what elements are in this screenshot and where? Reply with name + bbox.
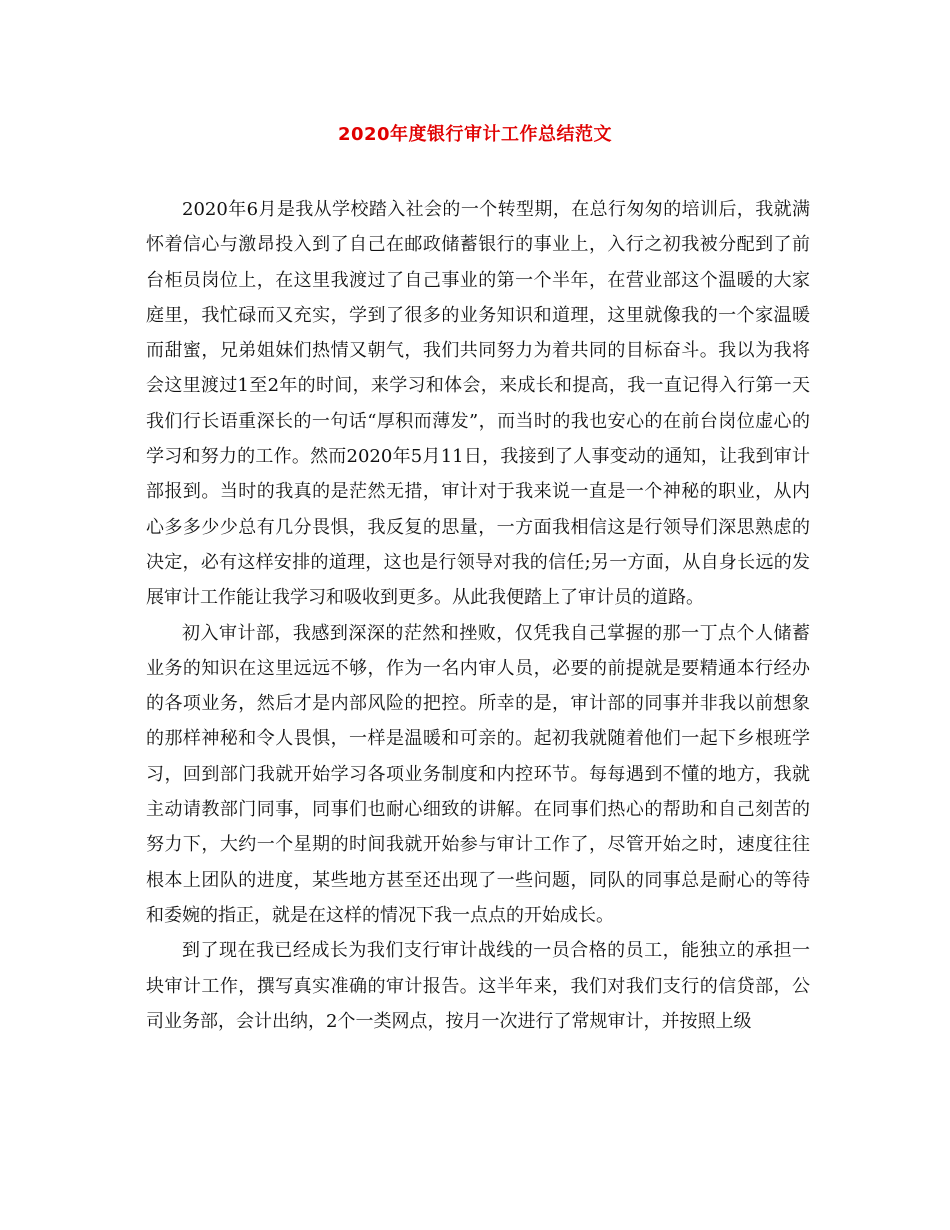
paragraph: 2020年6月是我从学校踏入社会的一个转型期，在总行匆匆的培训后，我就满怀着信心与激昂投入到了自己在邮政储蓄银行的事业上，入行之初我被分配到了前台柜员岗位上，在这里我渡过了自己事业的第一个半年，在营业部这个温暖的大家庭里，我忙碌而又充实，学到了很多的业务知识和道理，这里就像我的一个家温暖而甜蜜，兄弟姐妹们热情又朝气，我们共同努力为着共同的目标奋斗。我以为我将会这里渡过1至2年的时间，来学习和体会，来成长和提高，我一直记得入行第一天我们行长语重深长的一句话“厚积而薄发”，而当时的我也安心的在前台岗位虚心的学习和努力的工作。然而2020年5月11日，我接到了人事变动的通知，让我到审计部报到。当时的我真的是茫然无措，审计对于我来说一直是一个神秘的职业，从内心多多少少总有几分畏惧，我反复的思量，一方面我相信这是行领导们深思熟虑的决定，必有这样安排的道理，这也是行领导对我的信任;另一方面，从自身长远的发展审计工作能让我学习和吸收到更多。从此我便踏上了审计员的道路。 [146,199,810,609]
document-body [146,192,810,1039]
paragraph: 到了现在我已经成长为我们支行审计战线的一员合格的员工，能独立的承担一块审计工作，撰写真实准确的审计报告。这半年来，我们对我们支行的信贷部，公司业务部，会计出纳，2个一类网点，按月一次进行了常规审计，并按照上级 [146,940,810,1032]
paragraph: 初入审计部，我感到深深的茫然和挫败，仅凭我自己掌握的那一丁点个人储蓄业务的知识在这里远远不够，作为一名内审人员，必要的前提就是要精通本行经办的各项业务，然后才是内部风险的把控。所幸的是，审计部的同事并非我以前想象的那样神秘和令人畏惧，一样是温暖和可亲的。起初我就随着他们一起下乡根班学习，回到部门我就开始学习各项业务制度和内控环节。每每遇到不懂的地方，我就主动请教部门同事，同事们也耐心细致的讲解。在同事们热心的帮助和自己刻苦的努力下，大约一个星期的时间我就开始参与审计工作了，尽管开始之时，速度往往根本上团队的进度，某些地方甚至还出现了一些问题，同队的同事总是耐心的等待和委婉的指正，就是在这样的情况下我一点点的开始成长。 [146,622,810,926]
document-title: 2020年度银行审计工作总结范文 [337,124,613,145]
